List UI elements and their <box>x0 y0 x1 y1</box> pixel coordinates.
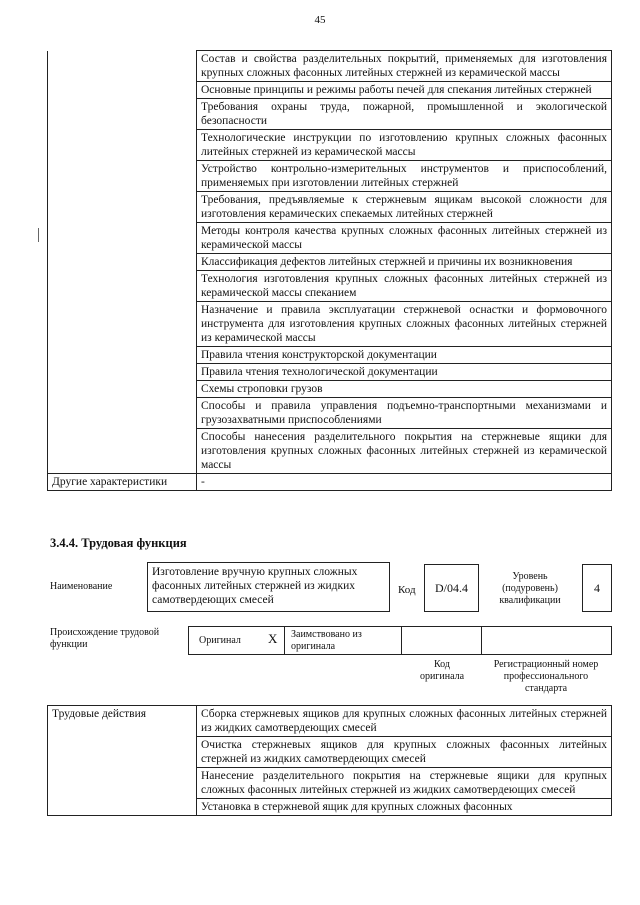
knowledge-cell: Состав и свойства разделительных покрытий, применяемых для изготовления крупных сложных фасонных литейных стержней из керамической массы <box>197 51 612 82</box>
knowledge-cell: Правила чтения технологической документации <box>197 364 612 381</box>
knowledge-cell: Технология изготовления крупных сложных фасонных литейных стержней из керамической массы спеканием <box>197 271 612 302</box>
action-cell: Нанесение разделительного покрытия на стержневые ящики для крупных сложных фасонных литейных стержней из жидких самотвердеющих смесей <box>197 768 612 799</box>
name-value: Изготовление вручную крупных сложных фасонных литейных стержней из жидких самотвердеющих смесей <box>147 562 390 612</box>
actions-label: Трудовые действия <box>48 706 197 816</box>
original-mark: X <box>268 631 278 646</box>
origin-box <box>188 626 612 655</box>
actions-table <box>47 705 612 816</box>
knowledge-cell: Требования, предъявляемые к стержневым ящикам высокой сложности для изготовления керамических спекаемых литейных стержней <box>197 192 612 223</box>
code-original-cell <box>401 627 481 654</box>
action-cell: Очистка стержневых ящиков для крупных сложных фасонных литейных стержней из жидких самотвердеющих смесей <box>197 737 612 768</box>
knowledge-cell: Назначение и правила эксплуатации стержневой оснастки и формовочного инструмента для изготовления крупных сложных фасонных литейных стержней из керамической массы <box>197 302 612 347</box>
reg-number-cell <box>481 627 611 654</box>
knowledge-cell: Устройство контрольно-измерительных инструментов и приспособлений, применяемых при изготовлении литейных стержней <box>197 161 612 192</box>
code-caption: Код оригинала <box>419 659 465 682</box>
empty-label-cell <box>48 51 197 474</box>
level-label: Уровень (подуровень) квалификации <box>499 571 561 606</box>
section-heading: 3.4.4. Трудовая функция <box>50 536 187 550</box>
page-number: 45 <box>314 14 326 26</box>
action-cell: Установка в стержневой ящик для крупных сложных фасонных <box>197 799 612 816</box>
other-value: - <box>197 474 612 491</box>
table-row <box>48 474 612 491</box>
name-label: Наименование <box>50 581 113 592</box>
knowledge-cell: Схемы строповки грузов <box>197 381 612 398</box>
knowledge-cell: Методы контроля качества крупных сложных фасонных литейных стержней из керамической массы <box>197 223 612 254</box>
knowledge-cell: Основные принципы и режимы работы печей для спекания литейных стержней <box>197 82 612 99</box>
level-value: 4 <box>582 564 612 612</box>
knowledge-cell: Правила чтения конструкторской документации <box>197 347 612 364</box>
table-row <box>48 51 612 82</box>
knowledge-cell: Способы и правила управления подъемно-транспортными механизмами и грузозахватными приспособлениями <box>197 398 612 429</box>
origin-label: Происхождение трудовой функции <box>50 627 160 650</box>
margin-mark <box>38 228 39 242</box>
other-label: Другие характеристики <box>48 474 197 491</box>
action-cell: Сборка стержневых ящиков для крупных сложных фасонных литейных стержней из жидких самотвердеющих смесей <box>197 706 612 737</box>
borrowed-label: Заимствовано из оригинала <box>291 629 362 652</box>
knowledge-cell: Способы нанесения разделительного покрытия на стержневые ящики для изготовления крупных сложных фасонных литейных стержней из керамической массы <box>197 429 612 474</box>
code-label: Код <box>398 584 416 596</box>
original-label: Оригинал <box>199 635 241 646</box>
knowledge-cell: Требования охраны труда, пожарной, промышленной и экологической безопасности <box>197 99 612 130</box>
knowledge-cell: Технологические инструкции по изготовлению крупных сложных фасонных литейных стержней из керамической массы <box>197 130 612 161</box>
original-cell <box>189 627 285 654</box>
table-row <box>48 706 612 737</box>
knowledge-table <box>47 50 612 491</box>
code-value: D/04.4 <box>424 564 479 612</box>
reg-caption: Регистрационный номер профессионального стандарта <box>493 659 599 694</box>
knowledge-cell: Классификация дефектов литейных стержней и причины их возникновения <box>197 254 612 271</box>
